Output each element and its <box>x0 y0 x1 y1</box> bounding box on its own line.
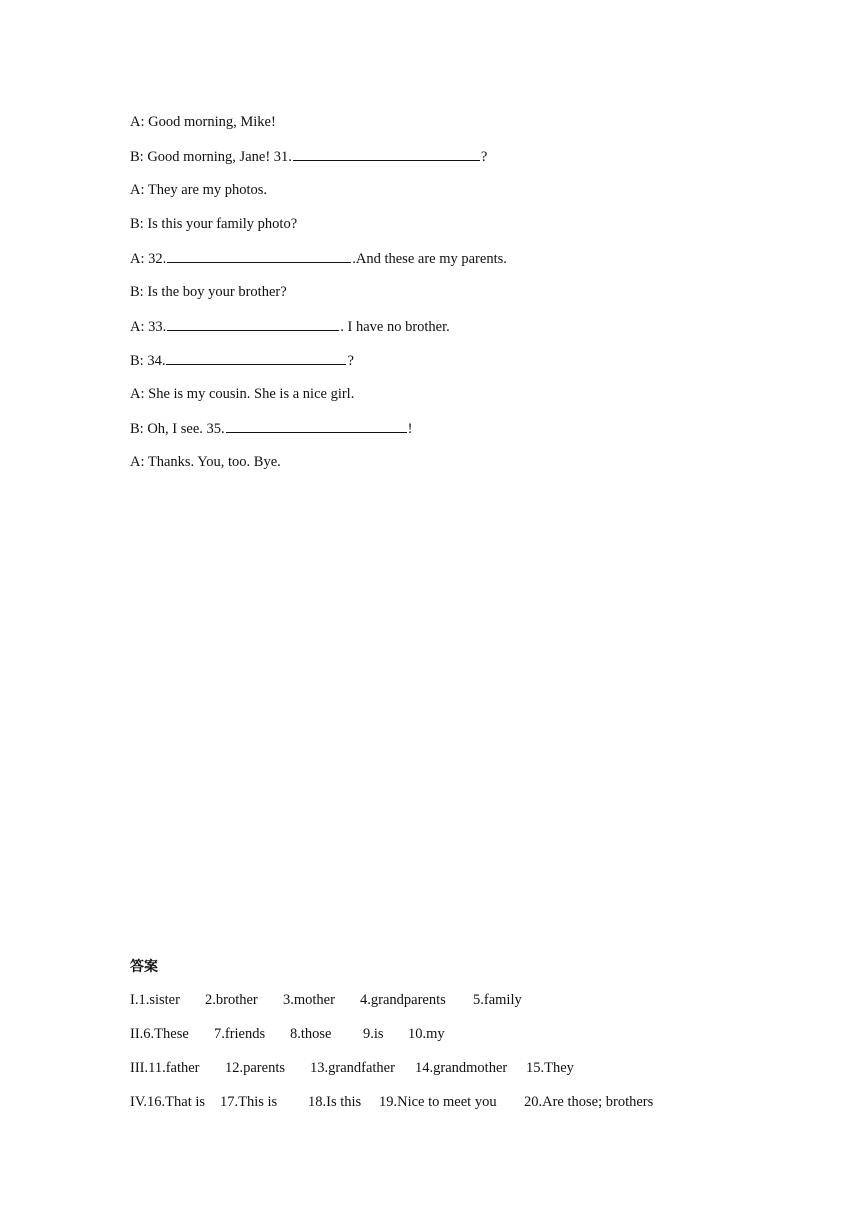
dialogue-section <box>130 112 750 486</box>
answer-item: 5.family <box>473 992 522 1008</box>
answer-item: 8.those <box>290 1026 332 1042</box>
answer-item: 10.my <box>408 1026 445 1042</box>
dialogue-text: .And these are my parents. <box>352 251 507 267</box>
answer-item: 19.Nice to meet you <box>379 1094 497 1110</box>
answer-item: 14.grandmother <box>415 1060 508 1076</box>
answer-line-2 <box>130 1024 770 1058</box>
answer-key-section <box>130 956 770 1126</box>
dialogue-text: B: 34. <box>130 353 166 369</box>
dialogue-text: ? <box>347 353 354 369</box>
dialogue-text: A: 32. <box>130 251 167 267</box>
dialogue-text: A: Good morning, Mike! <box>130 114 276 130</box>
dialogue-text: A: 33. <box>130 319 167 335</box>
answer-item: 15.They <box>526 1060 574 1076</box>
answer-item: 4.grandparents <box>360 992 446 1008</box>
dialogue-line <box>130 112 750 146</box>
dialogue-line <box>130 146 750 180</box>
dialogue-line <box>130 316 750 350</box>
answer-blank-33[interactable] <box>167 316 339 331</box>
answer-item: 3.mother <box>283 992 335 1008</box>
answer-item: IV.16.That is <box>130 1094 206 1110</box>
dialogue-text: A: Thanks. You, too. Bye. <box>130 454 281 470</box>
dialogue-line <box>130 384 750 418</box>
answer-item: 18.Is this <box>308 1094 362 1110</box>
dialogue-line <box>130 248 750 282</box>
dialogue-line <box>130 452 750 486</box>
dialogue-line <box>130 214 750 248</box>
answer-item: II.6.These <box>130 1026 189 1042</box>
answer-item: 2.brother <box>205 992 258 1008</box>
dialogue-text: B: Good morning, Jane! 31. <box>130 149 292 165</box>
answer-blank-35[interactable] <box>226 418 407 433</box>
answer-item: 7.friends <box>214 1026 266 1042</box>
dialogue-text: ? <box>480 149 488 165</box>
answer-item: III.11.father <box>130 1060 200 1076</box>
dialogue-line <box>130 180 750 214</box>
dialogue-text: ! <box>407 421 413 437</box>
answer-line-3 <box>130 1058 770 1092</box>
answer-item: 9.is <box>363 1026 384 1042</box>
dialogue-line <box>130 418 750 452</box>
answer-blank-32[interactable] <box>167 248 351 263</box>
answer-blank-31[interactable] <box>293 146 480 161</box>
answer-item: 13.grandfather <box>310 1060 395 1076</box>
dialogue-text: B: Oh, I see. 35. <box>130 421 225 437</box>
answer-item: 12.parents <box>225 1060 285 1076</box>
dialogue-line <box>130 282 750 316</box>
dialogue-text: A: They are my photos. <box>130 182 268 198</box>
answer-item: 17.This is <box>220 1094 278 1110</box>
dialogue-line <box>130 350 750 384</box>
answer-item: 20.Are those; brothers <box>524 1094 654 1110</box>
answer-key-title: 答案 <box>130 959 158 975</box>
answer-blank-34[interactable] <box>166 350 346 365</box>
answer-item: I.1.sister <box>130 992 180 1008</box>
dialogue-text: . I have no brother. <box>340 319 450 335</box>
dialogue-text: B: Is this your family photo? <box>130 216 298 232</box>
answer-line-1 <box>130 990 770 1024</box>
dialogue-text: B: Is the boy your brother? <box>130 284 287 300</box>
answer-line-4 <box>130 1092 770 1126</box>
dialogue-text: A: She is my cousin. She is a nice girl. <box>130 386 355 402</box>
